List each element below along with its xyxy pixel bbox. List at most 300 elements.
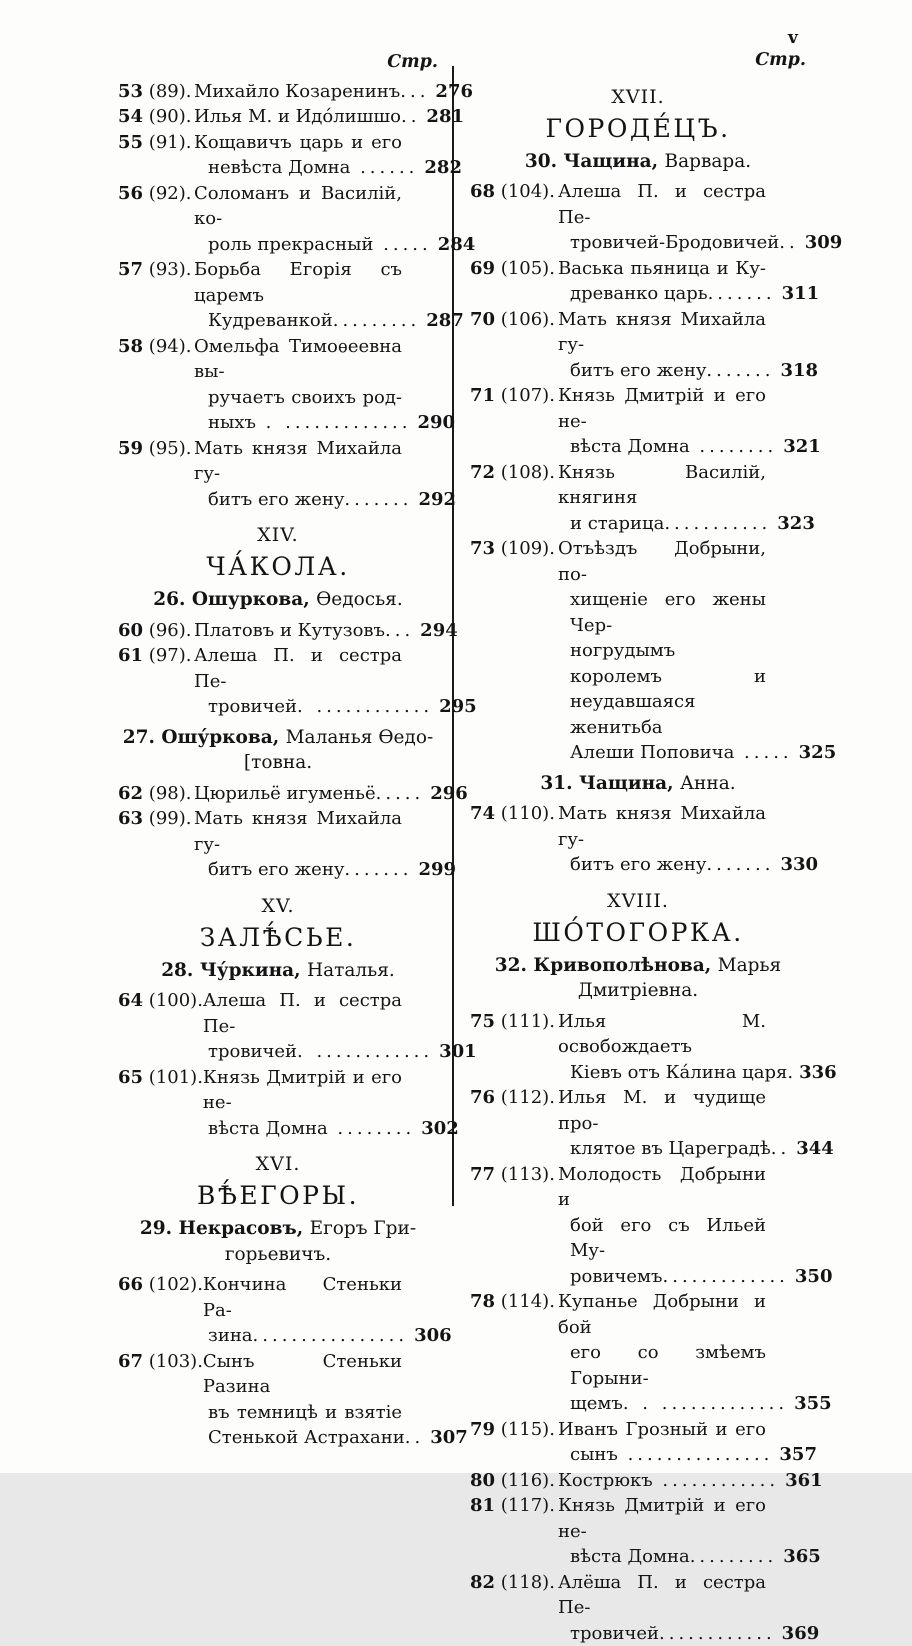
entry-line <box>118 857 438 883</box>
entry-alt-number: (93). <box>149 259 192 280</box>
performer-number: 28. <box>161 960 200 981</box>
entry-text: Илья М. и чудище про- <box>558 1085 766 1136</box>
entry-text <box>570 740 793 766</box>
entry-page-number: 361 <box>779 1468 823 1494</box>
entry-line <box>118 308 438 334</box>
entry-number: 56 <box>118 183 143 204</box>
toc-entry <box>470 179 806 256</box>
entry-number: 64 <box>118 990 143 1011</box>
entry-number: 74 <box>470 803 495 824</box>
entry-number: 58 <box>118 336 143 357</box>
entry-alt-number: (90). <box>149 106 192 127</box>
dot-leader: ........... <box>664 513 771 534</box>
section-roman-numeral: XIV. <box>118 522 438 548</box>
performer-line-continuation: Дмитріевна. <box>470 978 806 1004</box>
dot-leader: ....... <box>706 854 774 875</box>
entry-line <box>470 230 806 256</box>
toc-entry <box>118 257 438 334</box>
entry-text-body: ровичемъ <box>570 1266 663 1287</box>
entry-page-number: 336 <box>793 1060 837 1086</box>
performer-line-continuation: горьевичъ. <box>118 1242 438 1268</box>
entry-text <box>208 857 412 883</box>
entry-text-body: щемъ <box>570 1393 623 1414</box>
entry-alt-number: (117). <box>501 1495 555 1516</box>
page-abbreviation-left: Стр. <box>118 50 438 76</box>
entry-page-number: 296 <box>424 781 468 807</box>
entry-text <box>570 511 771 537</box>
performer-heading <box>118 1216 438 1267</box>
dot-leader: ....... <box>708 283 776 304</box>
performer-given-name: Ѳедосья. <box>316 589 403 610</box>
entry-text-body: Илья М. и Идо́лишшо <box>194 106 401 127</box>
entry-text <box>208 308 420 334</box>
dot-leader: . ............ <box>297 696 433 717</box>
entry-label <box>118 618 194 644</box>
dot-leader: . ............. <box>256 412 412 433</box>
entry-label <box>470 1085 558 1111</box>
entry-text-body: тровичей <box>570 1623 659 1644</box>
entry-text-body: битъ его жену <box>208 489 344 510</box>
performer-heading <box>470 771 806 797</box>
entry-line <box>118 436 438 487</box>
entry-line <box>118 1425 438 1451</box>
page-abbreviation-right: Стр. <box>470 48 806 74</box>
entry-alt-number: (111). <box>501 1011 555 1032</box>
performer-given-name: Егоръ Гри- <box>310 1218 417 1239</box>
entry-text-body: вѣста Домна <box>208 1118 328 1139</box>
entry-page-number: 357 <box>773 1442 817 1468</box>
entry-line <box>118 181 438 232</box>
entry-text: Князь Дмитрій и его не- <box>558 1493 766 1544</box>
toc-entry <box>470 536 806 766</box>
entry-alt-number: (109). <box>501 538 555 559</box>
entry-text <box>208 694 433 720</box>
entry-text: Кощавичъ царь и его <box>194 130 402 156</box>
performer-line <box>470 953 806 979</box>
entry-label <box>118 806 194 832</box>
entry-number: 78 <box>470 1291 495 1312</box>
entry-text-body: клятое въ Цареградѣ <box>570 1138 771 1159</box>
entry-text: Князь Дмитрій и его не- <box>558 383 766 434</box>
entry-text: Соломанъ и Василій, ко- <box>194 181 402 232</box>
entry-text <box>570 434 777 460</box>
entry-line <box>470 511 806 537</box>
dot-leader: ......... <box>333 310 421 331</box>
entry-text: неудавшаяся женитьба <box>570 689 766 740</box>
entry-label <box>118 104 194 130</box>
entry-text <box>208 410 411 436</box>
performer-line <box>470 771 806 797</box>
entry-text: Иванъ Грозный и его <box>558 1417 766 1443</box>
dot-leader: .. <box>405 1427 424 1448</box>
entry-line <box>470 1340 806 1391</box>
toc-section-header <box>118 522 438 582</box>
entry-text-body: вѣста Домна <box>570 436 690 457</box>
entry-alt-number: (114). <box>501 1291 555 1312</box>
entry-line <box>470 434 806 460</box>
toc-entry <box>118 618 438 644</box>
entry-line <box>470 689 806 740</box>
entry-alt-number: (106). <box>501 309 555 330</box>
entry-alt-number: (108). <box>501 462 555 483</box>
entry-label <box>118 1272 203 1298</box>
entry-label <box>470 307 558 333</box>
performer-surname: Чащина, <box>579 773 680 794</box>
entry-alt-number: (96). <box>149 620 192 641</box>
entry-text: Мать князя Михайла гу- <box>558 801 766 852</box>
entry-text: Кіевъ отъ Ка́лина царя. <box>570 1060 793 1086</box>
entry-line <box>470 460 806 511</box>
entry-line <box>470 256 806 282</box>
toc-entry <box>118 79 438 105</box>
entry-line <box>118 1323 438 1349</box>
entry-alt-number: (91). <box>149 132 192 153</box>
entry-line <box>470 740 806 766</box>
toc-entry <box>470 1162 806 1290</box>
entry-text: Князь Дмитрій и его не- <box>203 1065 402 1116</box>
entry-page-number: 325 <box>793 740 837 766</box>
performer-given-name: Маланья Ѳедо- <box>286 727 434 748</box>
entry-text <box>570 230 799 256</box>
entry-page-number: 287 <box>420 308 464 334</box>
entry-text-body: древанко царь <box>570 283 708 304</box>
entry-page-number: 330 <box>774 852 818 878</box>
entry-page-number: 355 <box>788 1391 832 1417</box>
toc-entry <box>118 181 438 258</box>
entry-number: 62 <box>118 783 143 804</box>
entry-number: 55 <box>118 132 143 153</box>
dot-leader: . ............ <box>297 1041 433 1062</box>
entry-text <box>570 1442 773 1468</box>
entry-line <box>118 104 438 130</box>
entry-line <box>470 1493 806 1544</box>
entry-text: Алеша П. и сестра Пе- <box>194 643 402 694</box>
entry-alt-number: (103). <box>149 1351 203 1372</box>
toc-entry <box>470 801 806 878</box>
performer-surname: Ошу́ркова, <box>161 727 285 748</box>
entry-text <box>208 1116 415 1142</box>
entry-text-body: Алеши Поповича <box>570 742 734 763</box>
entry-text-body: Стенькой Астрахани <box>208 1427 405 1448</box>
section-roman-numeral: XVI. <box>118 1151 438 1177</box>
entry-line <box>118 694 438 720</box>
entry-alt-number: (98). <box>149 783 192 804</box>
performer-surname: Чащина, <box>563 151 664 172</box>
entry-line <box>118 334 438 385</box>
toc-entry <box>470 383 806 460</box>
performer-given-name: Анна. <box>680 773 736 794</box>
entry-page-number: 276 <box>429 79 473 105</box>
entry-alt-number: (102). <box>149 1274 203 1295</box>
entry-label <box>470 256 558 282</box>
entry-text-body: Кострюкъ <box>558 1470 653 1491</box>
entry-text: Молодость Добрыни и <box>558 1162 766 1213</box>
entry-page-number: 309 <box>799 230 843 256</box>
entry-text <box>208 232 432 258</box>
performer-line <box>470 149 806 175</box>
entry-alt-number: (118). <box>501 1572 555 1593</box>
entry-line <box>470 281 806 307</box>
entry-alt-number: (99). <box>149 808 192 829</box>
entry-label <box>118 130 194 156</box>
performer-line <box>118 587 438 613</box>
entry-line <box>470 1570 806 1621</box>
toc-entry <box>470 1417 806 1468</box>
entry-line <box>118 1400 438 1426</box>
section-title: ШО́ТОГОРКА. <box>470 917 806 948</box>
dot-leader: ....... <box>706 360 774 381</box>
entry-alt-number: (100). <box>149 990 203 1011</box>
performer-number: 32. <box>495 955 534 976</box>
entry-number: 77 <box>470 1164 495 1185</box>
performer-number: 27. <box>123 727 162 748</box>
dot-leader: .. <box>771 1138 790 1159</box>
entry-line <box>118 1039 438 1065</box>
entry-label <box>470 1162 558 1188</box>
entry-text <box>194 618 414 644</box>
entry-alt-number: (115). <box>501 1419 555 1440</box>
entry-text <box>570 1136 790 1162</box>
dot-leader: ..... <box>734 742 792 763</box>
entry-text-body: и старица <box>570 513 664 534</box>
entry-page-number: 344 <box>790 1136 834 1162</box>
entry-line <box>118 487 438 513</box>
entry-text: Князь Василій, княгиня <box>558 460 766 511</box>
entry-page-number: 301 <box>433 1039 477 1065</box>
entry-line <box>470 1621 806 1646</box>
entry-line <box>118 643 438 694</box>
entry-line <box>118 806 438 857</box>
entry-page-number: 290 <box>411 410 455 436</box>
entry-line <box>470 1468 806 1494</box>
entry-text-body: битъ его жену <box>208 859 344 880</box>
section-roman-numeral: XVII. <box>470 84 806 110</box>
toc-entry <box>118 436 438 513</box>
entry-page-number: 350 <box>789 1264 833 1290</box>
toc-section-header <box>118 893 438 953</box>
entry-label <box>470 383 558 409</box>
toc-section-header <box>470 888 806 948</box>
entry-number: 82 <box>470 1572 495 1593</box>
entry-text-body: Платовъ и Кутузовъ <box>194 620 385 641</box>
entry-text-body: битъ его жену <box>570 360 706 381</box>
toc-section-header <box>470 84 806 144</box>
entry-alt-number: (94). <box>149 336 192 357</box>
entry-text <box>570 852 774 878</box>
entry-line <box>470 358 806 384</box>
entry-page-number: 306 <box>408 1323 452 1349</box>
dot-leader: .. <box>779 232 798 253</box>
entry-page-number: 365 <box>777 1544 821 1570</box>
entry-label <box>118 79 194 105</box>
entry-line <box>118 781 438 807</box>
entry-alt-number: (95). <box>149 438 192 459</box>
entry-alt-number: (107). <box>501 385 555 406</box>
entry-label <box>470 1417 558 1443</box>
entry-label <box>470 1289 558 1315</box>
entry-line <box>470 638 806 689</box>
entry-text <box>570 1264 789 1290</box>
performer-surname: Чу́ркина, <box>200 960 307 981</box>
dot-leader: .. <box>401 106 420 127</box>
entry-label <box>118 781 194 807</box>
entry-text: Алёша П. и сестра Пе- <box>558 1570 766 1621</box>
entry-number: 59 <box>118 438 143 459</box>
entry-text: въ темницѣ и взятіе <box>208 1400 402 1426</box>
entry-label <box>118 334 194 360</box>
entry-text <box>570 1621 776 1646</box>
entry-line <box>470 1391 806 1417</box>
entry-text <box>208 1039 433 1065</box>
toc-blocks-right <box>470 84 806 1646</box>
entry-text-body: тровичей-Бродовичей <box>570 232 779 253</box>
dot-leader: ........ <box>690 436 778 457</box>
toc-entry <box>470 1085 806 1162</box>
entry-line <box>470 1264 806 1290</box>
section-roman-numeral: XVIII. <box>470 888 806 914</box>
entry-line <box>470 1085 806 1136</box>
entry-page-number: 284 <box>432 232 476 258</box>
toc-entry <box>470 1468 806 1494</box>
entry-line <box>470 1289 806 1340</box>
dot-leader: ............ <box>653 1470 779 1491</box>
entry-number: 67 <box>118 1351 143 1372</box>
entry-label <box>470 536 558 562</box>
section-title: ЧА́КОЛА. <box>118 551 438 582</box>
entry-text: Алеша П. и сестра Пе- <box>558 179 766 230</box>
entry-text <box>570 1544 777 1570</box>
dot-leader: ....... <box>344 489 412 510</box>
entry-label <box>470 179 558 205</box>
entry-text <box>194 104 420 130</box>
toc-entry <box>470 1289 806 1417</box>
entry-text-body: роль прекрасный <box>208 234 373 255</box>
performer-number: 29. <box>140 1218 179 1239</box>
performer-surname: Ошуркова, <box>192 589 316 610</box>
dot-leader: ...... <box>350 157 418 178</box>
entry-number: 75 <box>470 1011 495 1032</box>
performer-heading <box>118 587 438 613</box>
entry-line <box>470 536 806 587</box>
toc-section-header <box>118 1151 438 1211</box>
performer-heading <box>118 958 438 984</box>
entry-text-body: ныхъ <box>208 412 256 433</box>
performer-number: 26. <box>153 589 192 610</box>
entry-text <box>194 79 429 105</box>
entry-page-number: 282 <box>418 155 462 181</box>
entry-alt-number: (110). <box>501 803 555 824</box>
folio-page-number: v <box>788 28 798 48</box>
toc-entry <box>118 1272 438 1349</box>
entry-text: ручаетъ своихъ род- <box>208 385 402 411</box>
entry-page-number: 369 <box>776 1621 820 1646</box>
entry-alt-number: (89). <box>149 81 192 102</box>
entry-number: 65 <box>118 1067 143 1088</box>
entry-line <box>118 1349 438 1400</box>
toc-entry <box>470 1570 806 1646</box>
toc-entry <box>470 1493 806 1570</box>
entry-page-number: 307 <box>424 1425 468 1451</box>
entry-number: 71 <box>470 385 495 406</box>
toc-entry <box>470 256 806 307</box>
entry-line <box>470 587 806 638</box>
entry-page-number: 295 <box>433 694 477 720</box>
entry-text: Алеша П. и сестра Пе- <box>203 988 402 1039</box>
entry-label <box>470 1570 558 1596</box>
entry-alt-number: (116). <box>501 1470 555 1491</box>
entry-label <box>118 1065 203 1091</box>
entry-page-number: 281 <box>420 104 464 130</box>
entry-line <box>118 155 438 181</box>
toc-entry <box>118 781 438 807</box>
entry-line <box>470 179 806 230</box>
toc-entry <box>470 460 806 537</box>
entry-line <box>118 232 438 258</box>
toc-entry <box>118 130 438 181</box>
toc-column-left <box>118 50 438 1451</box>
entry-text-body: битъ его жену <box>570 854 706 875</box>
entry-label <box>118 257 194 283</box>
toc-entry <box>118 643 438 720</box>
entry-line <box>470 1417 806 1443</box>
entry-alt-number: (97). <box>149 645 192 666</box>
entry-number: 54 <box>118 106 143 127</box>
entry-label <box>470 1493 558 1519</box>
entry-line <box>118 385 438 411</box>
toc-entry <box>118 806 438 883</box>
entry-text <box>194 781 424 807</box>
performer-heading <box>118 725 438 776</box>
entry-label <box>118 181 194 207</box>
entry-text-body: зина <box>208 1325 253 1346</box>
entry-alt-number: (112). <box>501 1087 555 1108</box>
entry-alt-number: (104). <box>501 181 555 202</box>
entry-line <box>470 383 806 434</box>
entry-text: Илья М. освобождаетъ <box>558 1009 766 1060</box>
entry-number: 60 <box>118 620 143 641</box>
performer-number: 30. <box>525 151 564 172</box>
dot-leader: ....... <box>344 859 412 880</box>
entry-number: 69 <box>470 258 495 279</box>
entry-label <box>118 643 194 669</box>
entry-number: 80 <box>470 1470 495 1491</box>
entry-text: его со змѣемъ Горыни- <box>570 1340 766 1391</box>
entry-line <box>470 1060 806 1086</box>
entry-text-body: Кудреванкой <box>208 310 333 331</box>
entry-text-body: сынъ <box>570 1444 618 1465</box>
dot-leader: ........ <box>328 1118 416 1139</box>
performer-given-name: Наталья. <box>307 960 395 981</box>
entry-page-number: 294 <box>414 618 458 644</box>
entry-line <box>470 1442 806 1468</box>
entry-line <box>470 1009 806 1060</box>
entry-text: Мать князя Михайла гу- <box>194 806 402 857</box>
entry-text: Васька пьяница и Ку- <box>558 256 766 282</box>
entry-text: Отъѣздъ Добрыни, по- <box>558 536 766 587</box>
dot-leader: ............ <box>659 1623 776 1644</box>
entry-alt-number: (101). <box>149 1067 203 1088</box>
entry-text: Мать князя Михайла гу- <box>558 307 766 358</box>
performer-line <box>118 958 438 984</box>
entry-label <box>470 1468 558 1494</box>
dot-leader: ... <box>385 620 414 641</box>
toc-entry <box>118 988 438 1065</box>
entry-page-number: 323 <box>771 511 815 537</box>
entry-text <box>558 1468 779 1494</box>
performer-heading <box>470 149 806 175</box>
entry-line <box>118 618 438 644</box>
entry-text: Омельфа Тимоѳеевна вы- <box>194 334 402 385</box>
